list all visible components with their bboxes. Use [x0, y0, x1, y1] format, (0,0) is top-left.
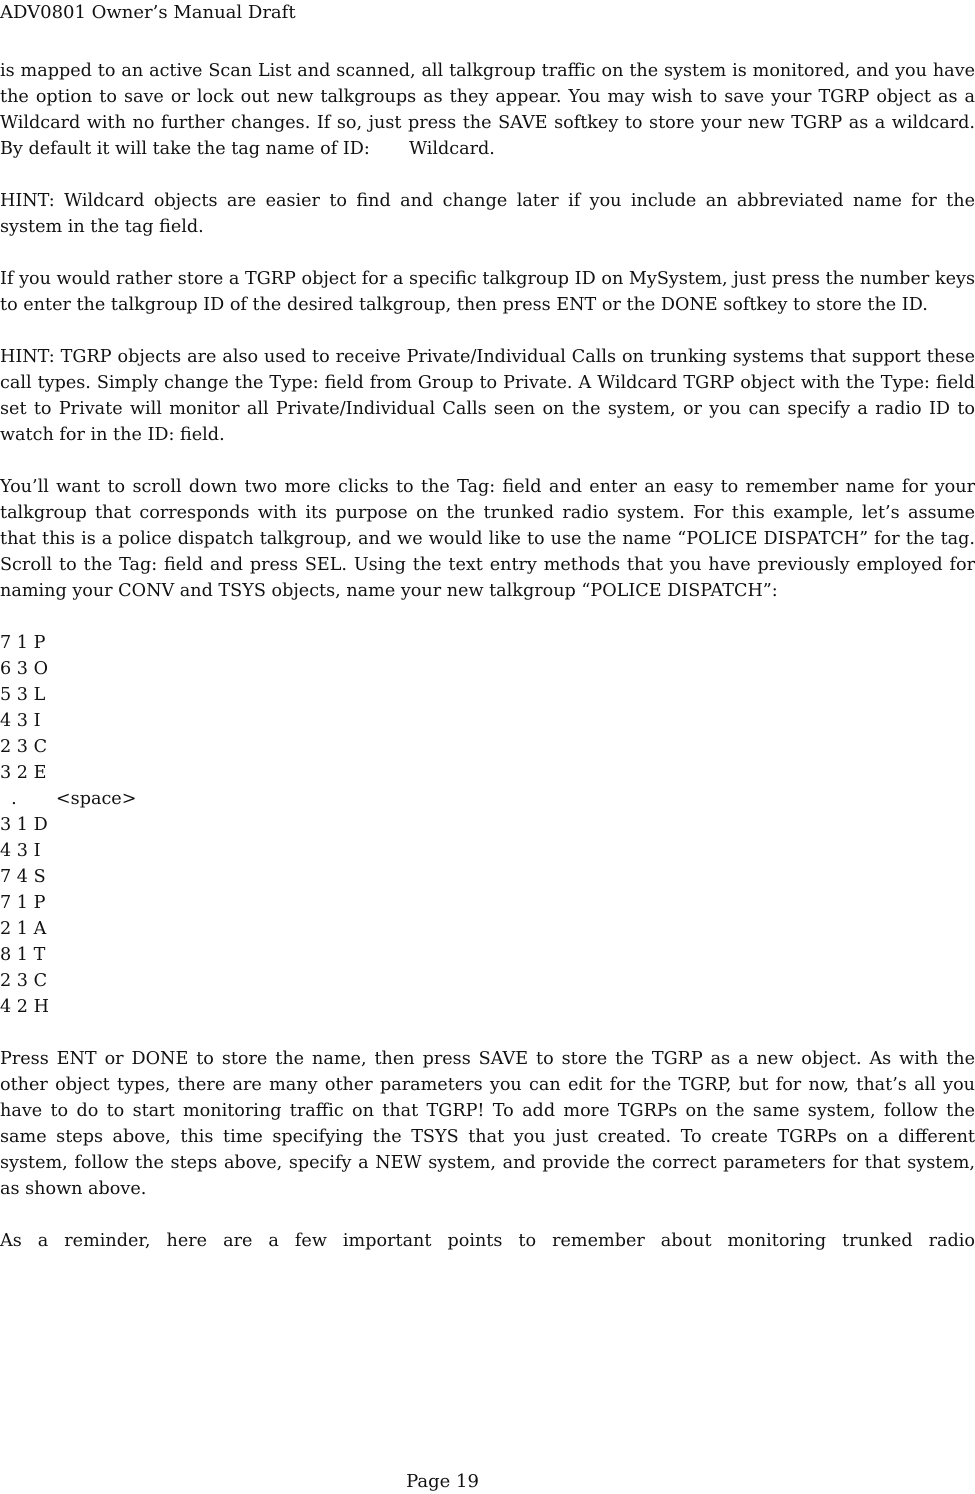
paragraph-specific-id: If you would rather store a TGRP object for a specific talkgroup ID on MySystem, just press the number keys to enter the talkgroup ID of the desired talkgroup, then press ENT or the DONE softkey to store the ID.: [0, 269, 975, 315]
key-entry-list: [0, 630, 975, 1020]
key-entry: 7 1 P: [0, 893, 46, 913]
paragraph-wildcard-save: is mapped to an active Scan List and scanned, all talkgroup traffic on the system is monitored, and you have the option to save or lock out new talkgroups as they appear. You may wish to save your TGRP object as a Wildcard with no further changes. If so, just press the SAVE softkey to store your new TGRP as a wildcard. By default it will take the tag name of ID: Wildcard.: [0, 61, 975, 159]
key-entry: 7 4 S: [0, 867, 46, 887]
key-entry: 6 3 O: [0, 659, 48, 679]
key-entry: 7 1 P: [0, 633, 46, 653]
paragraph-hint-private-calls: HINT: TGRP objects are also used to receive Private/Individual Calls on trunking systems that support these call types. Simply change the Type: field from Group to Private. A Wildcard TGRP object with the Type: field set to Private will monitor all Private/Individual Calls seen on the system, or you can specify a radio ID to watch for in the ID: field.: [0, 347, 975, 445]
paragraph-tag-field: You’ll want to scroll down two more clicks to the Tag: field and enter an easy to remember name for your talkgroup that corresponds with its purpose on the trunked radio system. For this example, let’s assume that this is a police dispatch talkgroup, and we would like to use the name “POLICE DISPATCH” for the tag. Scroll to the Tag: field and press SEL. Using the text entry methods that you have previously employed for naming your CONV and TSYS objects, name your new talkgroup “POLICE DISPATCH”:: [0, 477, 975, 601]
key-entry: 5 3 L: [0, 685, 46, 705]
key-entry: 4 3 I: [0, 711, 41, 731]
paragraph-reminder: As a reminder, here are a few important points to remember about monitoring trunked radio: [0, 1231, 975, 1251]
key-entry: 4 2 H: [0, 997, 49, 1017]
key-entry-space: . <space>: [0, 789, 137, 809]
document-header: ADV0801 Owner’s Manual Draft: [0, 2, 296, 23]
key-entry: 3 1 D: [0, 815, 48, 835]
paragraph-save-name: Press ENT or DONE to store the name, then press SAVE to store the TGRP as a new object. As with the other object types, there are many other parameters you can edit for the TGRP, but for now, that’s all you have to do to start monitoring traffic on that TGRP! To add more TGRPs on the same system, follow the same steps above, this time specifying the TSYS that you just created. To create TGRPs on a different system, follow the steps above, specify a NEW system, and provide the correct parameters for that system, as shown above.: [0, 1049, 975, 1199]
key-entry: 2 1 A: [0, 919, 47, 939]
paragraph-hint-wildcard: HINT: Wildcard objects are easier to find and change later if you include an abbreviated name for the system in the tag field.: [0, 191, 975, 237]
key-entry: 3 2 E: [0, 763, 47, 783]
key-entry: 8 1 T: [0, 945, 46, 965]
page-number: Page 19: [406, 1471, 479, 1492]
page-content: [0, 58, 975, 1280]
key-entry: 2 3 C: [0, 737, 48, 757]
key-entry: 4 3 I: [0, 841, 41, 861]
key-entry: 2 3 C: [0, 971, 48, 991]
